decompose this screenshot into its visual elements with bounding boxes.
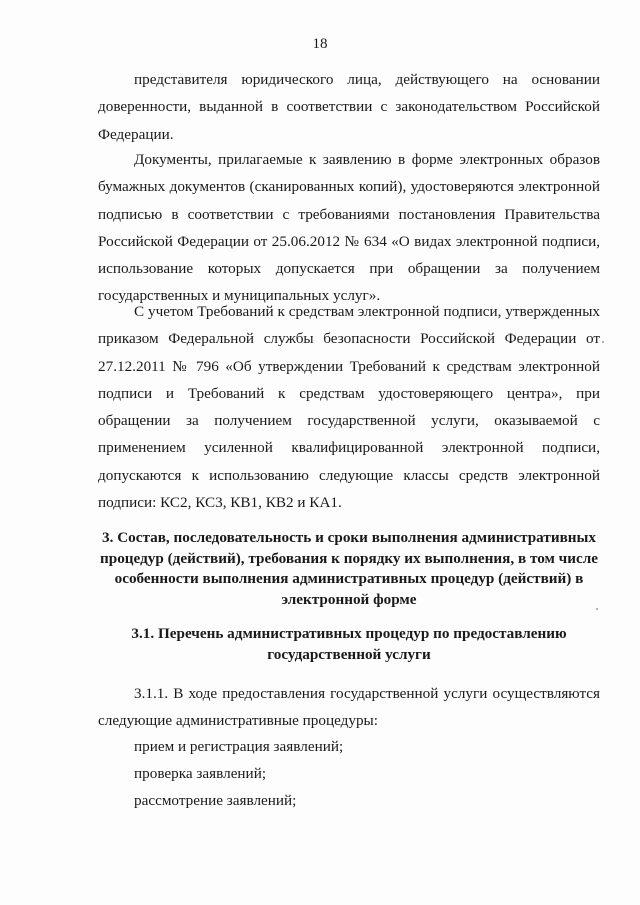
paragraph-text: представителя юридического лица, действующего на основании доверенности, выданной в соответствии с законодательством Российской Федерации. <box>98 71 600 143</box>
paragraph-text: Документы, прилагаемые к заявлению в форме электронных образов бумажных документов (сканированных копий), удостоверяются электронной подписью в соответствии с требованиями постановления Правительства Российской Федерации от 25.06.2012 № 634 «О видах электронной подписи, использование которых допускается при обращении за получением государственных и муниципальных услуг». <box>98 151 600 305</box>
scan-speck <box>602 341 604 343</box>
paragraph-representative <box>98 66 600 148</box>
section-heading-3: 3. Состав, последовательность и сроки выполнения административных процедур (действий), требования к порядку их выполнения, в том числе особенности выполнения административных процедур (действий) в электронной форме <box>100 529 598 608</box>
paragraph-text: С учетом Требований к средствам электронной подписи, утвержденных приказом Федеральной службы безопасности Российской Федерации от 27.12.2011 № 796 «Об утверждении Требований к средствам электронной подписи и Требований к средствам удостоверяющего центра», при обращении за получением государственной услуги, оказываемой с применением усиленной квалифицированной электронной подписи, допускаются к использованию следующие классы средств электронной подписи: КС2, КС3, КВ1, КВ2 и КА1. <box>98 303 600 512</box>
procedure-item: прием и регистрация заявлений; <box>134 738 344 755</box>
section-heading-3-1: 3.1. Перечень административных процедур по предоставлению государственной услуги <box>131 625 567 663</box>
page-number: 18 <box>312 36 328 52</box>
paragraph-text: 3.1.1. В ходе предоставления государственной услуги осуществляются следующие административные процедуры: <box>98 685 600 730</box>
paragraph-attached-documents <box>98 146 600 310</box>
scan-speck <box>596 608 598 610</box>
paragraph-signature-requirements <box>98 298 600 516</box>
paragraph-procedures-intro <box>98 680 600 735</box>
procedure-item: проверка заявлений; <box>134 765 267 782</box>
procedure-item: рассмотрение заявлений; <box>134 792 297 809</box>
